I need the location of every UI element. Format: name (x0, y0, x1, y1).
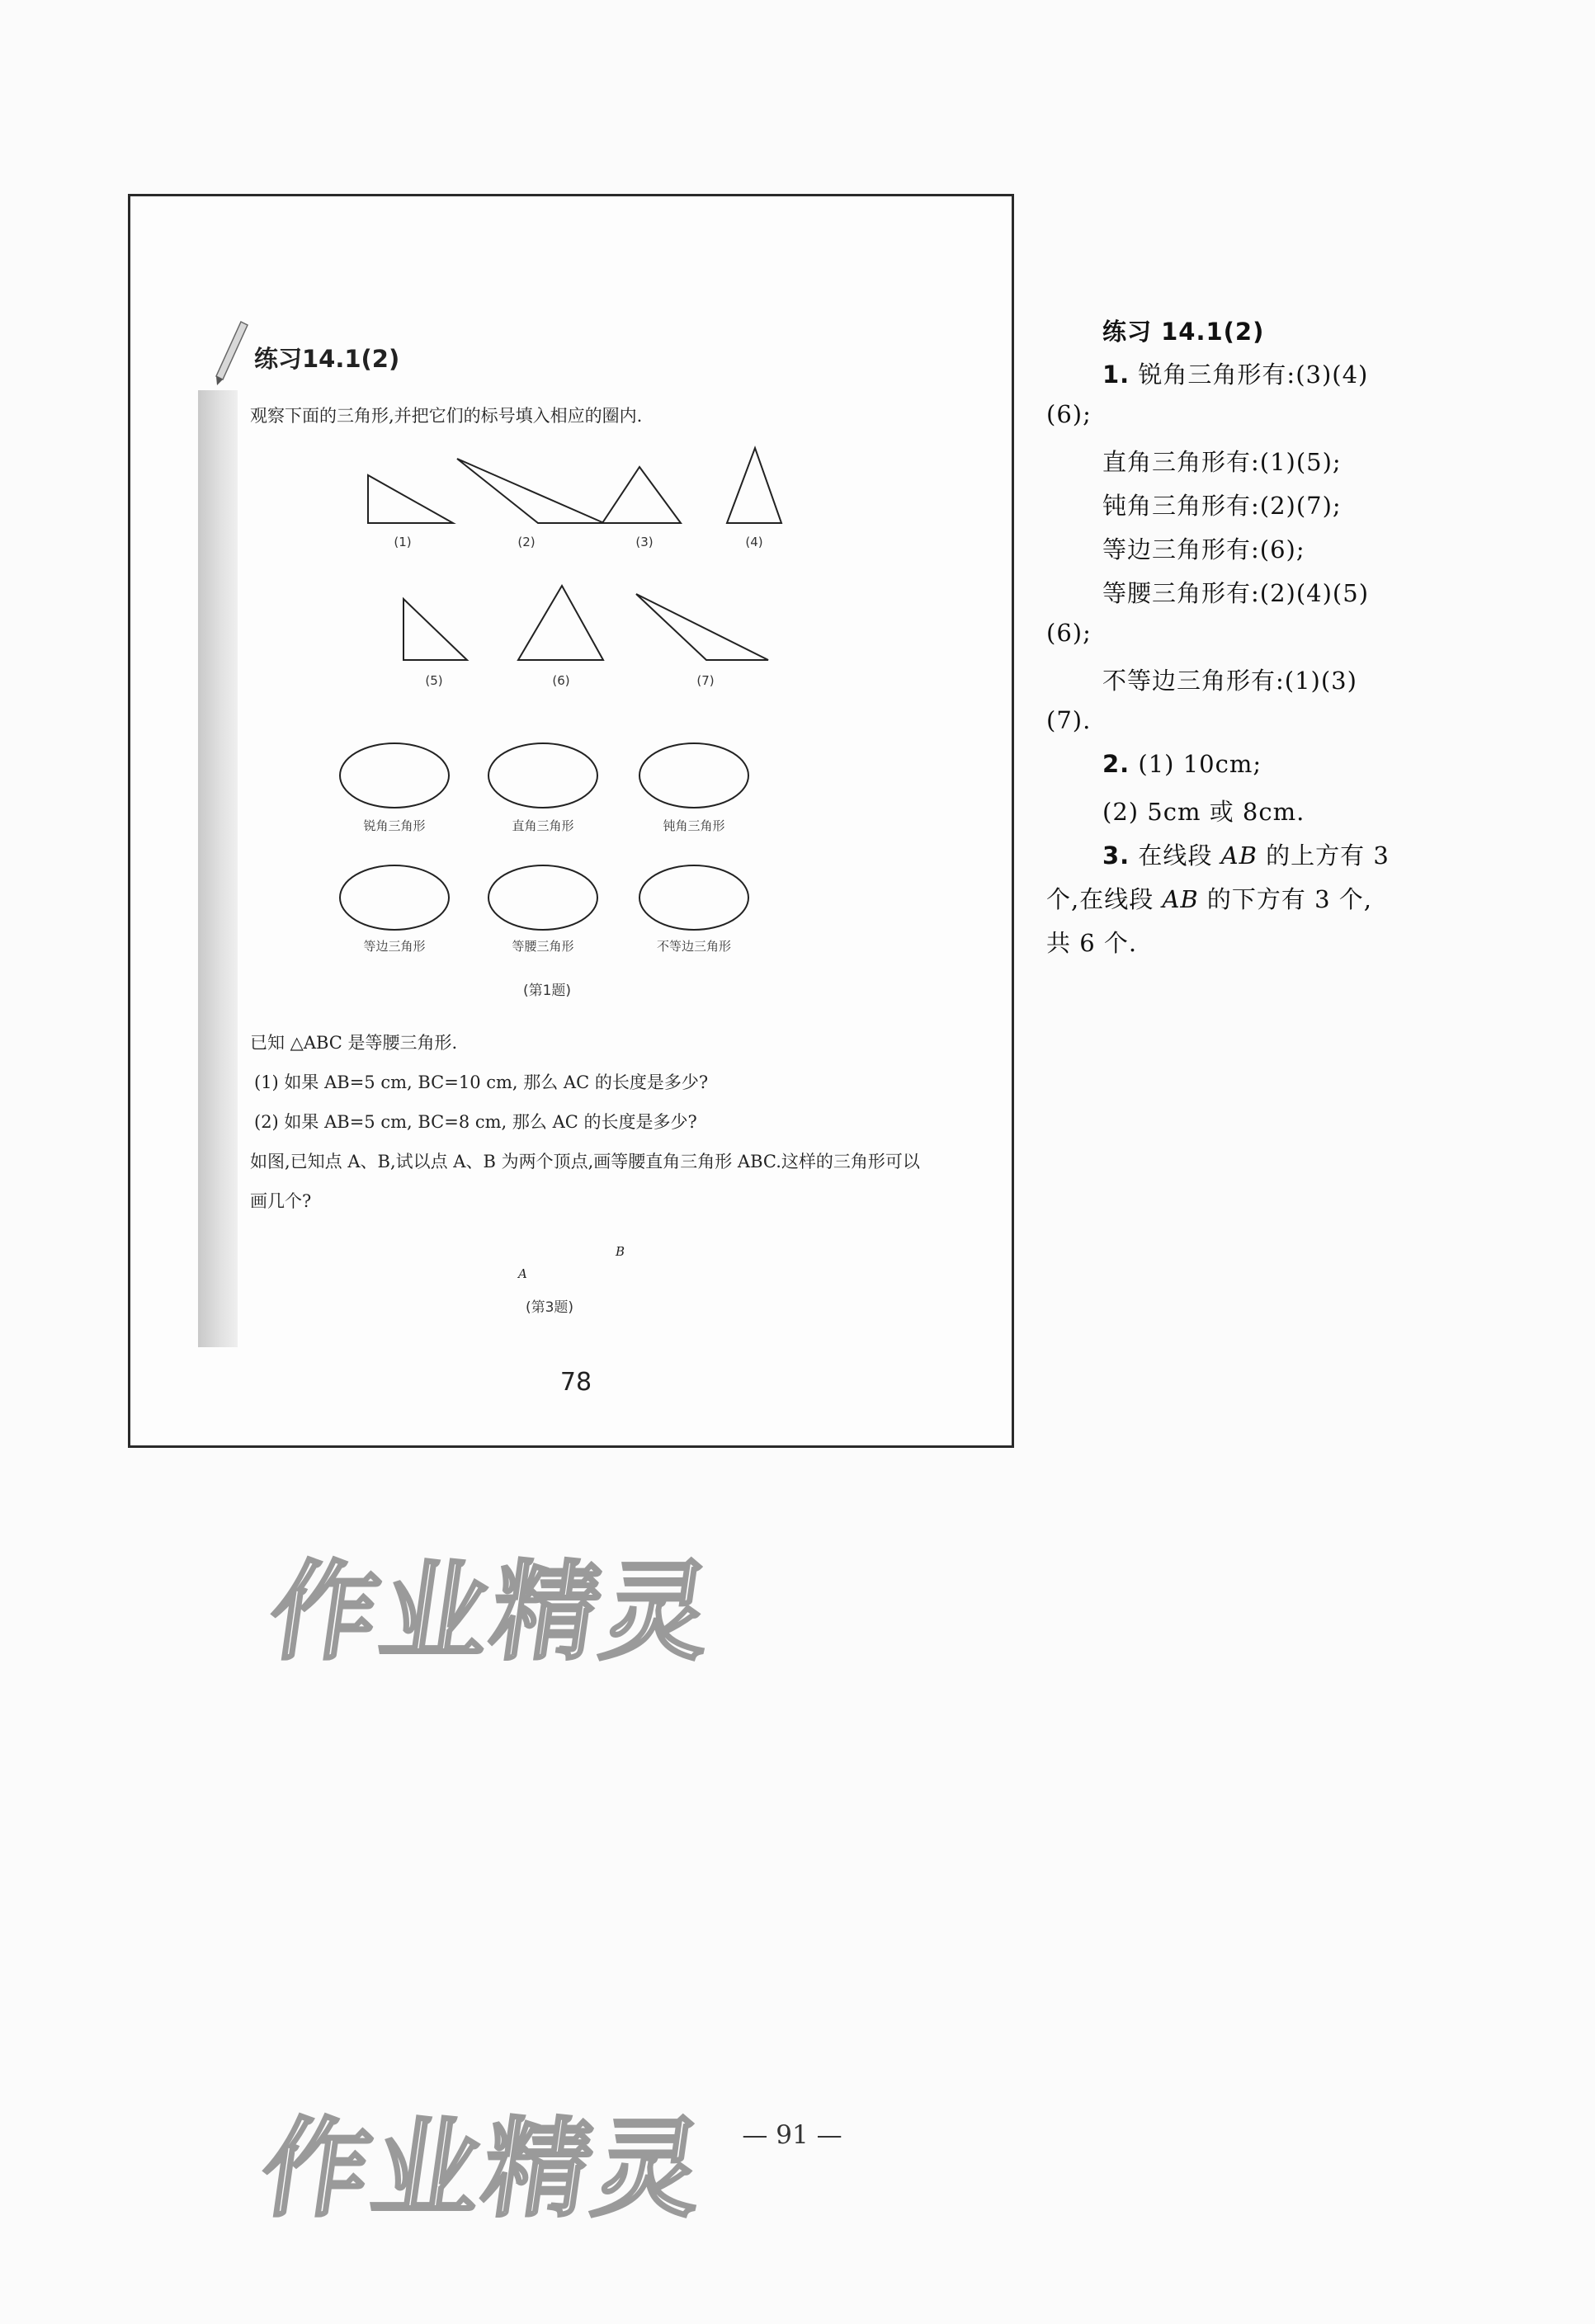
segment-ab-label-2: AB (1162, 885, 1199, 913)
question-2-part-2: (2) 如果 AB=5 cm, BC=8 cm, 那么 AC 的长度是多少? (254, 1112, 697, 1132)
segment-ab-label: AB (1220, 841, 1258, 870)
figure-1-caption: (第1题) (522, 983, 572, 999)
answer-3-text-a: 在线段 (1138, 841, 1221, 870)
triangle-label-7: (7) (696, 673, 715, 688)
section-title: 练习14.1(2) (254, 345, 400, 373)
answer-1-number: 1. (1102, 361, 1130, 389)
triangle-label-5: (5) (425, 673, 443, 688)
triangle-2 (457, 459, 604, 523)
triangle-5 (403, 599, 467, 660)
answer-3-text-b: 的上方有 3 (1257, 841, 1390, 870)
circle-right (488, 743, 597, 808)
answer-2-line-1 (1102, 750, 1262, 778)
answer-1-acute-cont: (6); (1046, 400, 1092, 428)
watermark-bottom: 作业精灵 (253, 2106, 715, 2232)
answer-1-equilateral: 等边三角形有:(6); (1102, 535, 1305, 563)
answer-1-right: 直角三角形有:(1)(5); (1102, 448, 1342, 476)
answer-3-number: 3. (1102, 841, 1130, 870)
question-2-part-1: (1) 如果 AB=5 cm, BC=10 cm, 那么 AC 的长度是多少? (254, 1072, 709, 1092)
answer-3-line-2 (1046, 881, 1372, 915)
question-2-intro: 已知 △ABC 是等腰三角形. (250, 1033, 458, 1053)
answer-1-acute: 锐角三角形有:(3)(4) (1138, 361, 1369, 389)
figure-3-caption: (第3题) (525, 1299, 574, 1316)
triangle-label-1: (1) (394, 535, 412, 549)
inset-textbook-page (128, 194, 1014, 1448)
triangle-label-3: (3) (635, 535, 654, 549)
triangle-label-4: (4) (745, 535, 763, 549)
answer-3-line-1 (1102, 837, 1390, 871)
circle-scalene (639, 865, 748, 930)
question-3-line-2: 画几个? (250, 1191, 312, 1211)
point-a-label: A (518, 1266, 527, 1281)
answer-3-line-3: 共 6 个. (1046, 929, 1138, 957)
circle-isosceles (488, 865, 597, 930)
circle-label-scalene: 不等边三角形 (656, 939, 731, 954)
triangle-3 (602, 467, 681, 523)
circle-label-obtuse: 钝角三角形 (663, 818, 725, 833)
question-3-line-1: 如图,已知点 A、B,试以点 A、B 为两个顶点,画等腰直角三角形 ABC.这样的三角形可以 (250, 1152, 920, 1171)
answer-3-text-d: 的下方有 3 个, (1198, 885, 1373, 913)
answer-2-part-2: (2) 5cm 或 8cm. (1102, 798, 1305, 826)
answer-3-text-c: 个,在线段 (1046, 885, 1163, 913)
footer-page-number: — 91 — (742, 2120, 842, 2150)
answer-1-isosceles-cont: (6); (1046, 619, 1092, 647)
triangle-7 (636, 594, 768, 660)
answer-1-scalene: 不等边三角形有:(1)(3) (1102, 667, 1357, 695)
answer-1-isosceles: 等腰三角形有:(2)(4)(5) (1102, 579, 1370, 607)
answer-1-obtuse: 钝角三角形有:(2)(7); (1102, 492, 1342, 520)
circle-label-acute: 锐角三角形 (363, 818, 426, 833)
circle-label-isosceles: 等腰三角形 (512, 939, 574, 954)
answer-2-part-1: (1) 10cm; (1138, 750, 1262, 778)
circle-equilateral (340, 865, 449, 930)
answer-2-number: 2. (1102, 750, 1130, 778)
answer-1-scalene-cont: (7). (1046, 706, 1092, 734)
triangle-label-2: (2) (517, 535, 536, 549)
answer-title: 练习 14.1(2) (1102, 318, 1265, 346)
circle-acute (340, 743, 449, 808)
answer-1-line-1 (1102, 356, 1368, 390)
triangle-6 (518, 586, 603, 660)
triangle-4 (727, 448, 781, 523)
inset-page-number: 78 (559, 1368, 592, 1397)
point-b-label: B (616, 1244, 625, 1259)
triangle-1 (368, 475, 453, 523)
circle-obtuse (639, 743, 748, 808)
circle-label-equilateral: 等边三角形 (363, 939, 426, 954)
question-1-text: 观察下面的三角形,并把它们的标号填入相应的圈内. (250, 406, 643, 426)
watermark-top: 作业精灵 (262, 1549, 723, 1675)
circle-label-right: 直角三角形 (512, 818, 574, 833)
triangle-label-6: (6) (552, 673, 570, 688)
